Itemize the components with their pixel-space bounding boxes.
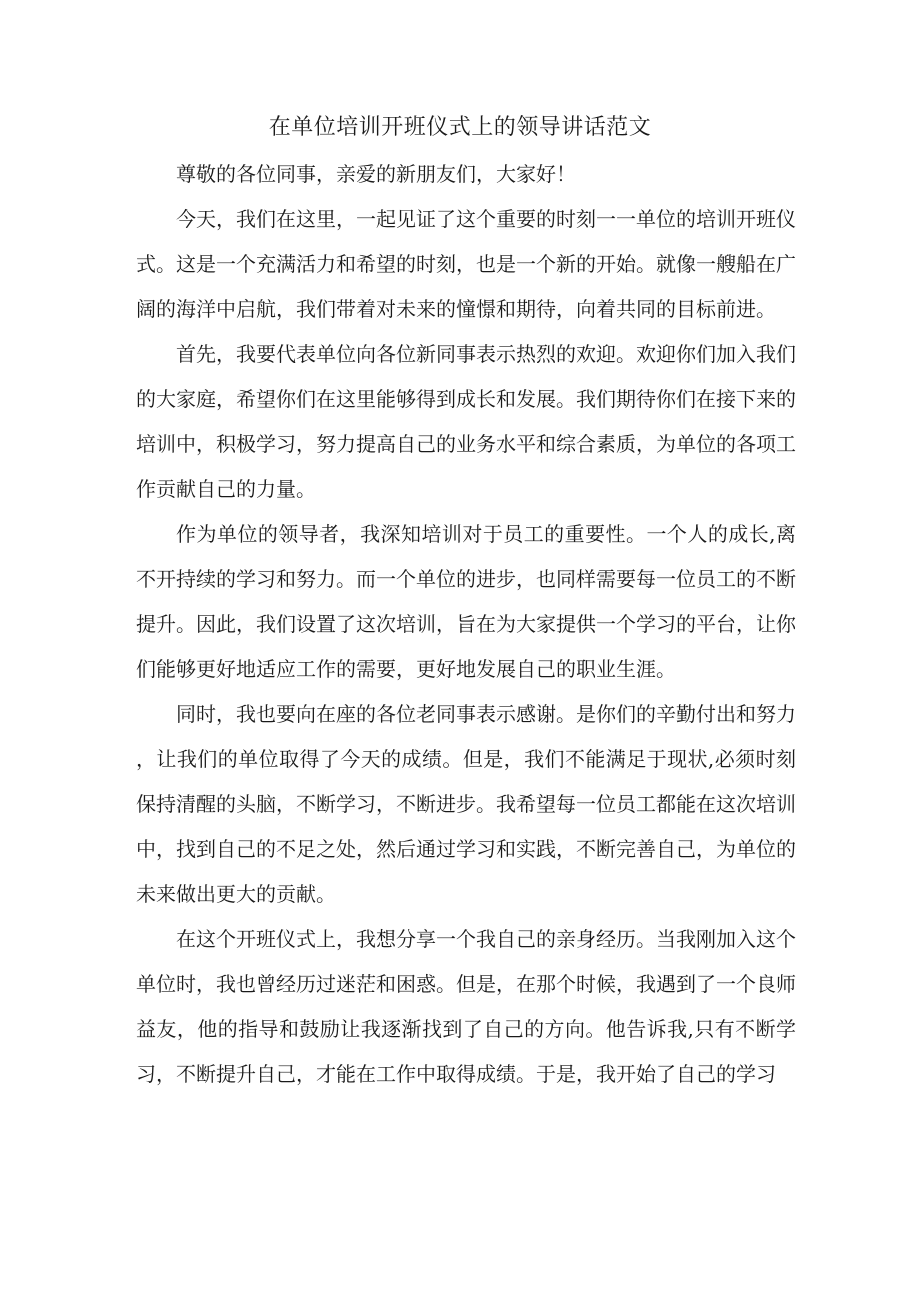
- document-title: 在单位培训开班仪式上的领导讲话范文: [268, 115, 652, 140]
- paragraph-opening: 今天，我们在这里，一起见证了这个重要的时刻一一单位的培训开班仪式。这是一个充满活力和希望的时刻，也是一个新的开始。就像一艘船在广阔的海洋中启航，我们带着对未来的憧憬和期待，向着共同的目标前进。: [136, 207, 796, 321]
- paragraph-thanks: 同时，我也要向在座的各位老同事表示感谢。是你们的辛勤付出和努力，让我们的单位取得了今天的成绩。但是，我们不能满足于现状,必须时刻保持清醒的头脑，不断学习，不断进步。我希望每一位员工都能在这次培训中，找到自己的不足之处，然后通过学习和实践，不断完善自己，为单位的未来做出更大的贡献。: [136, 702, 796, 906]
- paragraph-welcome: 首先，我要代表单位向各位新同事表示热烈的欢迎。欢迎你们加入我们的大家庭，希望你们在这里能够得到成长和发展。我们期待你们在接下来的培训中，积极学习，努力提高自己的业务水平和综合素质，为单位的各项工作贡献自己的力量。: [136, 342, 796, 501]
- paragraph-personal-story: 在这个开班仪式上，我想分享一个我自己的亲身经历。当我刚加入这个单位时，我也曾经历过迷茫和困惑。但是，在那个时候，我遇到了一个良师益友，他的指导和鼓励让我逐渐找到了自己的方向。他告诉我,只有不断学习，不断提升自己，才能在工作中取得成绩。于是，我开始了自己的学习: [136, 927, 796, 1086]
- paragraph-greeting: 尊敬的各位同事，亲爱的新朋友们，大家好！: [176, 162, 576, 186]
- document-body: [136, 152, 796, 1097]
- paragraph-training-purpose: 作为单位的领导者，我深知培训对于员工的重要性。一个人的成长,离不开持续的学习和努力。而一个单位的进步，也同样需要每一位员工的不断提升。因此，我们设置了这次培训，旨在为大家提供一个学习的平台，让你们能够更好地适应工作的需要，更好地发展自己的职业生涯。: [136, 522, 796, 681]
